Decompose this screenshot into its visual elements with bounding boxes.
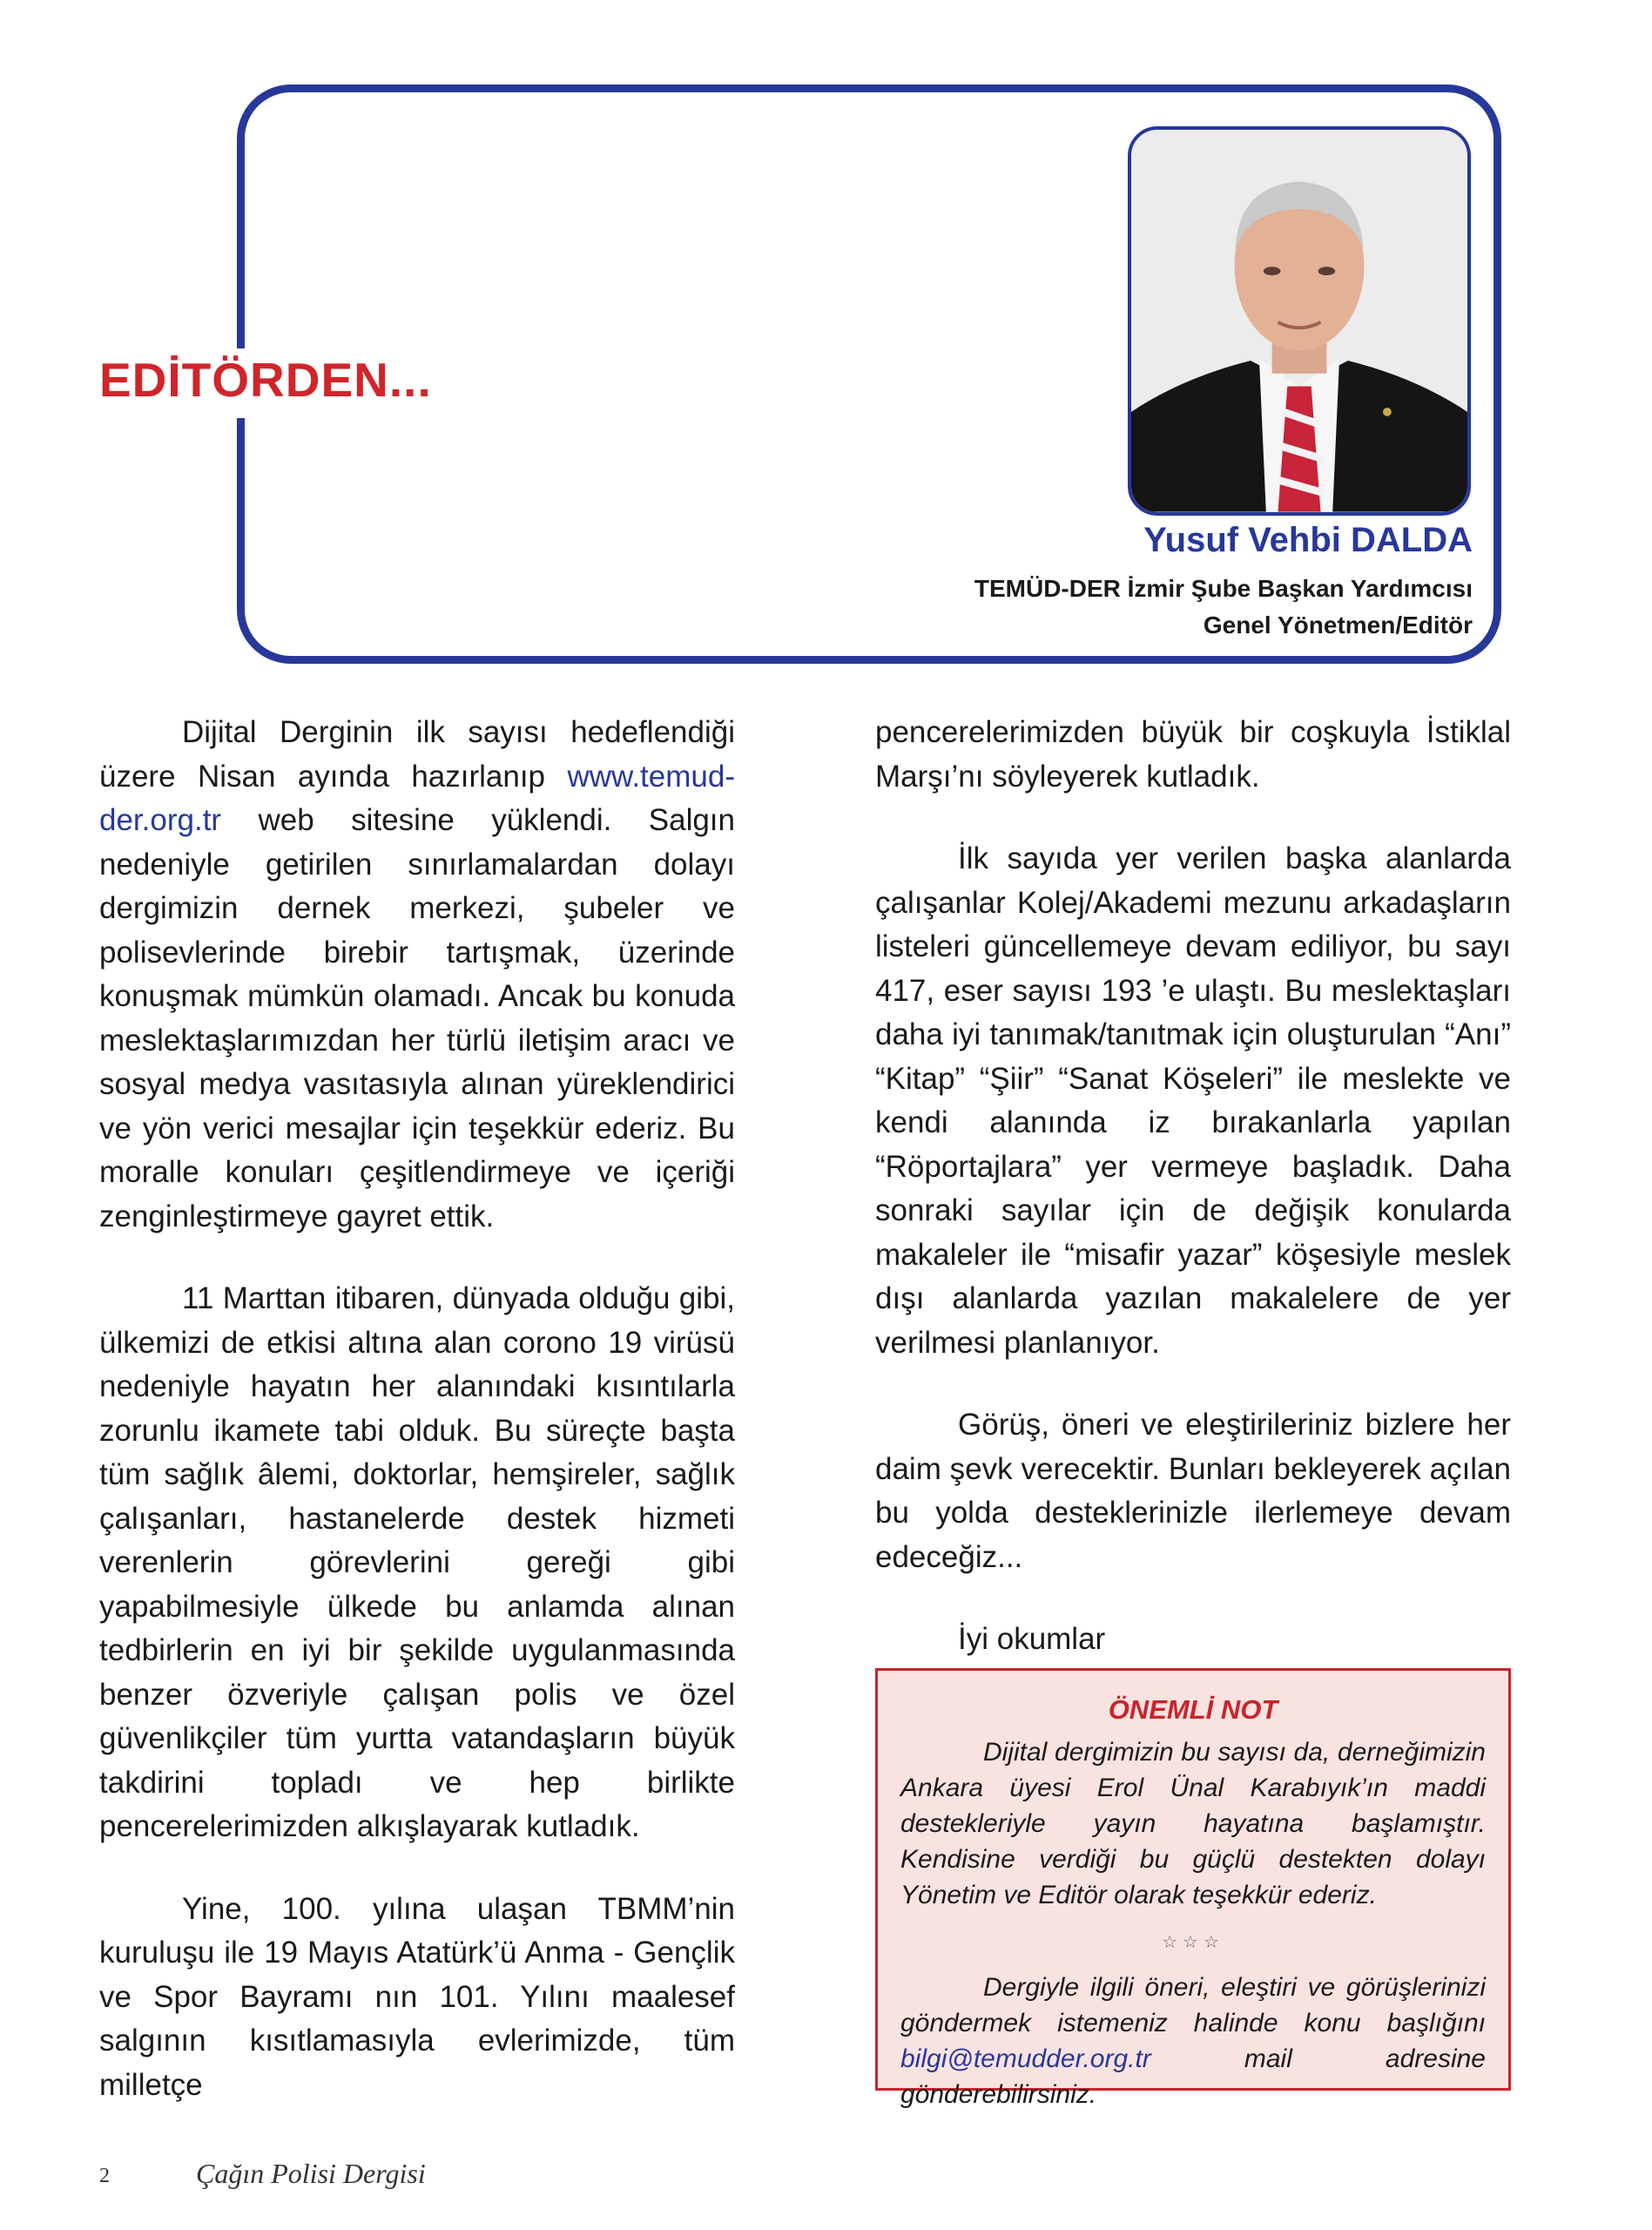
section-title: EDİTÖRDEN... (99, 353, 432, 407)
paragraph-text: web sitesine yüklendi. Salgın nedeniyle getirilen sınırlamalardan dolayı dergimizin dernek merkezi, şubeler ve polisevlerinde birebir tartışmak, üzerinde konuşmak mümkün olamadı. Ancak bu konuda meslektaşlarımızdan her türlü iletişim aracı ve sosyal medya vasıtasıyla alınan yüreklendirici ve yön verici mesajlar için teşekkür ederiz. Bu moralle konuları çeşitlendirmeye ve içeriği zenginleştirmeye gayret ettik. (99, 803, 735, 1233)
paragraph-tbmm: Yine, 100. yılına ulaşan TBMM’nin kuruluşu ile 19 Mayıs Atatürk’ü Anma - Gençlik ve Spor Bayramı nın 101. Yılını maalesef salgının kısıtlamasıyla evlerimizde, tüm milletçe (99, 1891, 735, 2102)
author-name: Yusuf Vehbi DALDA (1143, 521, 1473, 559)
paragraph-feedback: Görüş, öneri ve eleştirileriniz bizlere her daim şevk verecektir. Bunları bekleyerek açılan bu yolda desteklerinizle ilerlemeye devam edeceğiz... (875, 1408, 1511, 1574)
paragraph-text: Dijital Derginin ilk sayısı hedeflendiği üzere Nisan ayında hazırlanıp (99, 715, 735, 794)
page-number: 2 (99, 2165, 110, 2187)
author-role: TEMÜD-DER İzmir Şube Başkan Yardımcısı (974, 575, 1473, 602)
portrait-icon (1131, 130, 1467, 512)
note-paragraph-sponsor: Dijital dergimizin bu sayısı da, derneğimizin Ankara üyesi Erol Ünal Karabıyık’ın maddi destekleriyle yayın hayatına başlamıştır. Kendisine verdiği bu güçlü destekten dolayı Yönetim ve Editör olarak teşekkür ederiz. (900, 1738, 1486, 1909)
email-link[interactable]: bilgi@temudder.org.tr (900, 2044, 1151, 2073)
important-note-box (875, 1668, 1511, 2109)
author-title: Genel Yönetmen/Editör (1203, 612, 1473, 639)
note-text: mail adresine gönderebilirsiniz. (900, 2044, 1486, 2109)
paragraph-pandemic: 11 Marttan itibaren, dünyada olduğu gibi, ülkemizi de etkisi altına alan corono 19 virüsü nedeniyle hayatın her alanındaki kısıntılarla zorunlu ikamete tabi olduk. Bu süreçte başta tüm sağlık âlemi, doktorlar, hemşireler, sağlık çalışanları, hastanelerde destek hizmeti verenlerin görevlerini gereği gibi yapabilmesiyle ülkede bu anlamda alınan tedbirlerin en iyi bir şekilde uygulanmasında benzer özveriyle çalışan polis ve özel güvenlikçiler tüm yurtta vatandaşların büyük takdirini topladı ve hep birlikte pencerelerimizden alkışlayarak kutladık. (99, 1281, 735, 1843)
paragraph-tbmm-continued: pencerelerimizden büyük bir coşkuyla İstiklal Marşı’nı söyleyerek kutladık. (875, 715, 1511, 794)
paragraph-intro (99, 711, 735, 1239)
closing-greeting: İyi okumlar (958, 1622, 1106, 1656)
magazine-name: Çağın Polisi Dergisi (196, 2158, 426, 2189)
note-paragraph-contact (900, 1970, 1486, 2112)
left-column (99, 711, 735, 2146)
star-divider-icon: ☆☆☆ (1162, 1933, 1224, 1952)
paragraph-graduates: İlk sayıda yer verilen başka alanlarda çalışanlar Kolej/Akademi mezunu arkadaşların listeleri güncellemeye devam ediliyor, bu sayı 417, eser sayısı 193 ’e ulaştı. Bu meslektaşları daha iyi tanımak/tanıtmak için oluşturulan “Anı” “Kitap” “Şiir” “Sanat Köşeleri” ile meslekte ve kendi alanında iz bırakanlarla yapılan “Röportajlara” yer vermeye başladık. Daha sonraki sayılar için de değişik konularda makaleler ile “misafir yazar” köşesiyle meslek dışı alanlarda yazılan makalelere de yer verilmesi planlanıyor. (875, 841, 1511, 1360)
note-text: Dergiyle ilgili öneri, eleştiri ve görüşlerinizi göndermek istemeniz halinde konu başlığını (900, 1973, 1486, 2037)
note-title: ÖNEMLİ NOT (1108, 1694, 1278, 1725)
right-column (875, 711, 1511, 1700)
author-photo (1128, 126, 1471, 516)
website-link[interactable]: www.temud-der.org.tr (99, 759, 735, 837)
